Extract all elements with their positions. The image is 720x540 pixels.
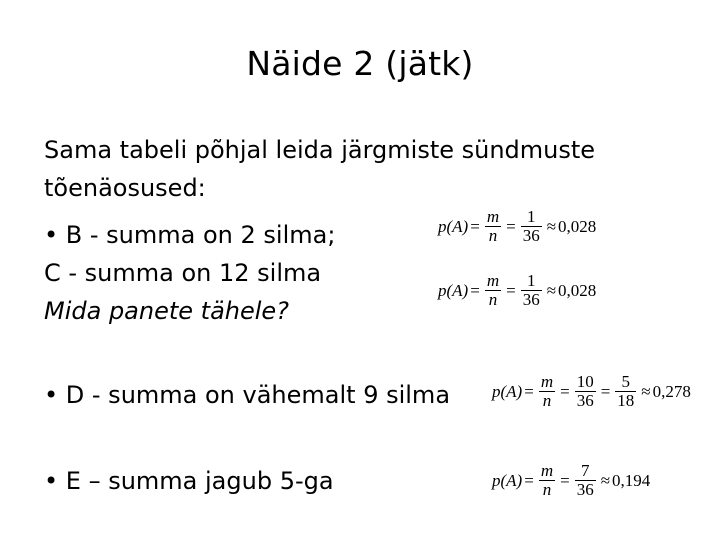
intro-line-1: Sama tabeli põhjal leida järgmiste sündmuste: [44, 136, 596, 164]
slide-title: Näide 2 (jätk): [246, 44, 474, 83]
question: Mida panete tähele?: [44, 297, 289, 325]
item-b: • B - summa on 2 silma;: [44, 221, 336, 249]
formula-c: p(A) = $\frac{m}{n}$ = $\frac{1}{36}$ ≈ 0,028: [438, 271, 597, 309]
formula-b: p(A) = $\frac{m}{n}$ = $\frac{1}{36}$ ≈ 0,028: [438, 207, 597, 245]
formula-e: p(A) = $\frac{m}{n}$ = $\frac{7}{36}$ ≈ 0,194: [492, 461, 651, 499]
item-c: C - summa on 12 silma: [44, 259, 322, 287]
item-e: • E – summa jagub 5-ga: [44, 467, 334, 495]
intro-line-2: tõenäosused:: [44, 174, 206, 202]
item-d: • D - summa on vähemalt 9 silma: [44, 381, 451, 409]
formula-d: p(A) = $\frac{m}{n}$ = $\frac{10}{36}$ = $\frac{5}{18}$ ≈ 0,278: [492, 372, 691, 410]
